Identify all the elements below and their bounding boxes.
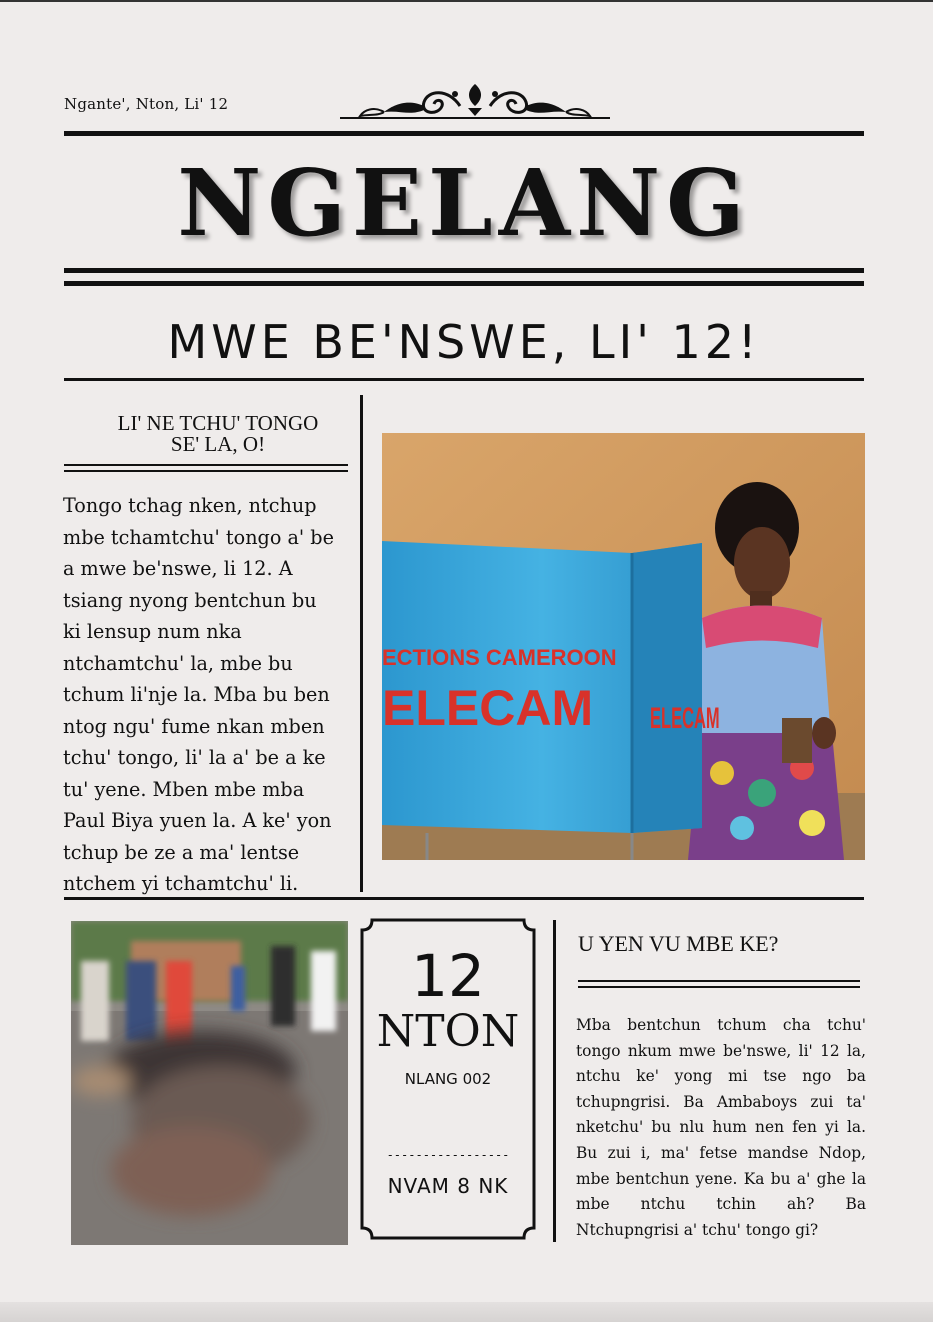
headline-rule bbox=[64, 378, 864, 381]
top-border bbox=[0, 0, 933, 2]
lead-story-subheading bbox=[88, 413, 348, 455]
subheading-rule bbox=[64, 464, 348, 466]
masthead-bottom-rule bbox=[64, 268, 864, 273]
second-story-body: Mba bentchun tchum cha tchu' tongo nkum mwe be'nswe, li' 12 la, ntchu ke' yong mi tse ngo ba tchupngrisi. Ba Ambaboys zui ta' nketchu' bu nlu hum nen fen yi la. Bu zui i, ma' fetse mandse Ndop, mbe bentchun yene. Ka bu a' ghe la mbe ntchu tchin ah? Ba Ntchupngrisi a' tchu' tongo gi? bbox=[576, 1016, 866, 1239]
second-story-subheading: U YEN VU MBE KE? bbox=[578, 931, 779, 956]
column-divider-vertical-2 bbox=[553, 920, 556, 1242]
masthead-top-rule bbox=[64, 131, 864, 136]
dateline: Ngante', Nton, Li' 12 bbox=[64, 95, 229, 113]
column-divider-vertical bbox=[360, 395, 363, 892]
lead-story-body: Tongo tchag nken, ntchup mbe tchamtchu' tongo a' be a mwe be'nswe, li 12. A tsiang nyong bentchun bu ki lensup num nka ntchamtchu' la, mbe bu tchum li'nje la. Mba bu ben ntog ngu' fume nkan mben tchu' tongo, li' la a' be a ke tu' yene. Mben mbe mba Paul Biya yuen la. A ke' yon tchup be ze a ma' lentse ntchem yi tchamtchu' li. bbox=[63, 494, 334, 895]
masthead-bottom-rule-2 bbox=[64, 281, 864, 286]
headline: MWE BE'NSWE, LI' 12! bbox=[167, 315, 761, 369]
blurred-scene-photo bbox=[71, 921, 348, 1245]
issue-month: NTON bbox=[376, 1006, 520, 1057]
booth-text-main: ELECAM bbox=[382, 680, 594, 736]
lead-subheading-line-1: LI' NE TCHU' TONGO bbox=[117, 411, 319, 435]
issue-number: NLANG 002 bbox=[404, 1070, 492, 1088]
booth-text-top: ECTIONS CAMEROON bbox=[382, 645, 617, 670]
subheading-rule-2 bbox=[64, 470, 348, 472]
issue-day: 12 bbox=[411, 942, 485, 1010]
masthead-title: NGELANG bbox=[177, 149, 751, 257]
section-rule bbox=[64, 897, 864, 900]
bottom-border bbox=[0, 1302, 933, 1322]
lead-subheading-line-2: SE' LA, O! bbox=[170, 432, 266, 456]
voting-booth-photo bbox=[382, 433, 865, 860]
second-subheading-rule bbox=[578, 980, 860, 982]
issue-year: NVAM 8 NK bbox=[387, 1174, 509, 1198]
second-subheading-rule-2 bbox=[578, 986, 860, 988]
booth-text-side: ELECAM bbox=[650, 701, 720, 736]
issue-separator: ----------------- bbox=[386, 1148, 510, 1162]
ornament-icon bbox=[340, 76, 610, 126]
